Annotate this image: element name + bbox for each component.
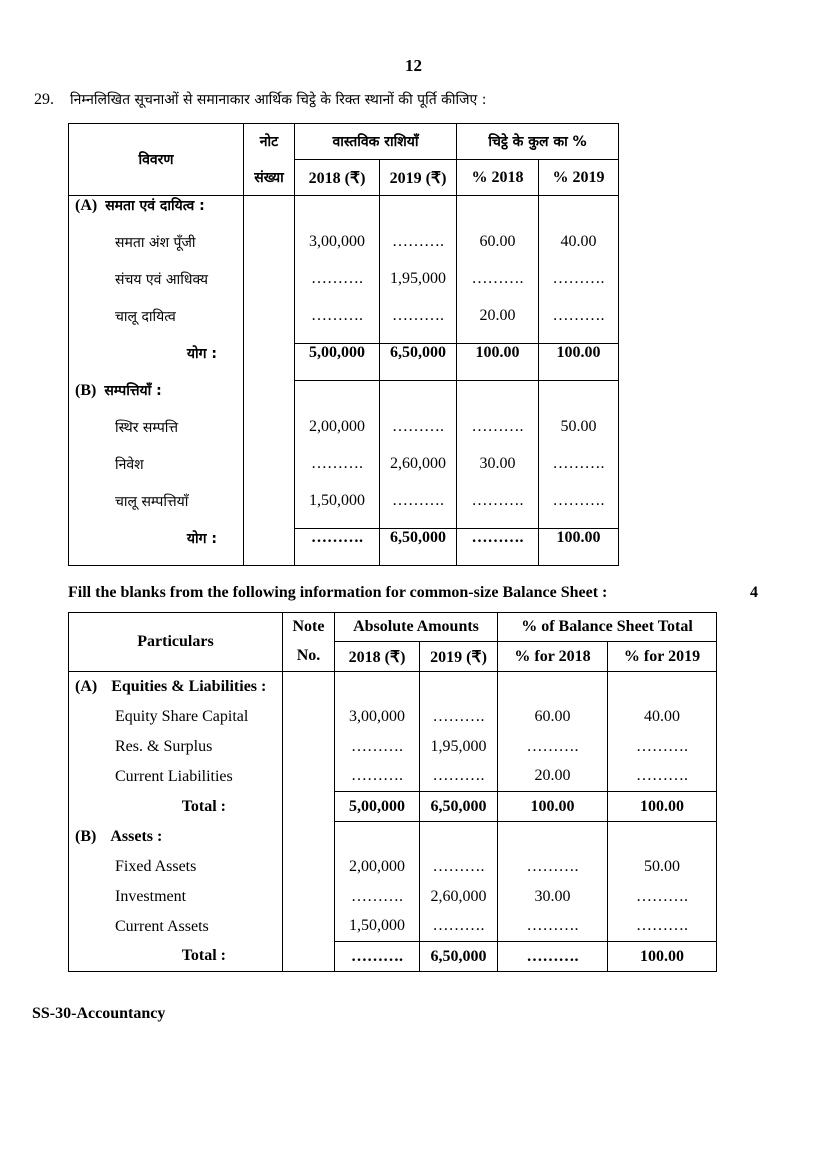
cell-2019: 2,60,000 xyxy=(380,455,457,492)
cell-pct-2019: ………. xyxy=(539,492,619,529)
header-note-bottom: संख्या xyxy=(244,160,295,196)
cell-pct-2018: ………. xyxy=(498,732,608,762)
cell-2019: ………. xyxy=(420,702,498,732)
total-row xyxy=(69,792,717,822)
balance-sheet-table-english xyxy=(68,612,717,972)
section-b-heading xyxy=(69,381,619,418)
question-text-hindi xyxy=(34,90,486,109)
section-a-heading xyxy=(69,196,619,233)
total-row xyxy=(69,529,619,566)
total-2018: 5,00,000 xyxy=(335,792,420,822)
section-title: Equities & Liabilities : xyxy=(111,677,267,695)
cell-2019: ………. xyxy=(380,418,457,455)
section-tag: (B) xyxy=(75,827,97,845)
table-row xyxy=(69,492,619,529)
total-label: Total : xyxy=(69,942,283,972)
header-2019: 2019 (₹) xyxy=(380,160,457,196)
total-2018: 5,00,000 xyxy=(295,344,380,381)
cell-pct-2018: ………. xyxy=(457,492,539,529)
cell-pct-2019: 40.00 xyxy=(539,233,619,270)
header-2018: 2018 (₹) xyxy=(335,642,420,672)
header-note-top: Note xyxy=(283,613,335,642)
cell-pct-2019: 50.00 xyxy=(608,852,717,882)
section-title: सम्पत्तियाँ : xyxy=(104,382,162,399)
cell-2019: 2,60,000 xyxy=(420,882,498,912)
table-row xyxy=(69,912,717,942)
cell-pct-2019: ………. xyxy=(608,732,717,762)
total-2018: ………. xyxy=(295,529,380,566)
header-pct-2019: % 2019 xyxy=(539,160,619,196)
cell-2018: ………. xyxy=(335,762,420,792)
header-absolute: Absolute Amounts xyxy=(335,613,498,642)
section-tag: (A) xyxy=(75,197,98,214)
header-absolute: वास्तविक राशियाँ xyxy=(295,124,457,160)
table-row xyxy=(69,418,619,455)
table-row xyxy=(69,882,717,912)
header-particulars: विवरण xyxy=(69,124,244,196)
cell-2018: 3,00,000 xyxy=(295,233,380,270)
table-row xyxy=(69,702,717,732)
total-pct-2019: 100.00 xyxy=(539,344,619,381)
row-label: निवेश xyxy=(69,455,244,492)
header-percent: चिट्ठे के कुल का % xyxy=(457,124,619,160)
cell-pct-2019: ………. xyxy=(539,307,619,344)
cell-pct-2018: 20.00 xyxy=(457,307,539,344)
header-pct-2018: % 2018 xyxy=(457,160,539,196)
table-row xyxy=(69,762,717,792)
header-note-bottom: No. xyxy=(283,642,335,672)
cell-pct-2018: 60.00 xyxy=(457,233,539,270)
cell-pct-2019: ………. xyxy=(608,762,717,792)
total-label: योग : xyxy=(69,529,244,566)
table-row xyxy=(69,732,717,762)
cell-2019: ………. xyxy=(420,912,498,942)
total-pct-2018: 100.00 xyxy=(457,344,539,381)
section-b-heading xyxy=(69,822,717,852)
cell-pct-2019: ………. xyxy=(539,270,619,307)
cell-pct-2019: ………. xyxy=(539,455,619,492)
marks: 4 xyxy=(750,584,758,601)
cell-pct-2019: 50.00 xyxy=(539,418,619,455)
cell-pct-2018: ………. xyxy=(498,852,608,882)
total-pct-2018: ………. xyxy=(498,942,608,972)
total-row xyxy=(69,344,619,381)
question-text-english xyxy=(68,584,758,602)
total-pct-2019: 100.00 xyxy=(608,942,717,972)
header-pct-2018: % for 2018 xyxy=(498,642,608,672)
section-tag: (A) xyxy=(75,677,98,695)
section-a-heading xyxy=(69,672,717,702)
header-pct-2019: % for 2019 xyxy=(608,642,717,672)
total-2019: 6,50,000 xyxy=(420,942,498,972)
table-row xyxy=(69,852,717,882)
row-label: स्थिर सम्पत्ति xyxy=(69,418,244,455)
header-percent: % of Balance Sheet Total xyxy=(498,613,717,642)
cell-2019: ………. xyxy=(380,233,457,270)
table-row xyxy=(69,270,619,307)
total-pct-2018: 100.00 xyxy=(498,792,608,822)
cell-2018: 2,00,000 xyxy=(335,852,420,882)
cell-2018: ………. xyxy=(295,270,380,307)
balance-sheet-table-hindi xyxy=(68,123,619,566)
cell-2018: 2,00,000 xyxy=(295,418,380,455)
total-pct-2019: 100.00 xyxy=(539,529,619,566)
cell-2018: ………. xyxy=(295,455,380,492)
header-particulars: Particulars xyxy=(69,613,283,672)
cell-2019: ………. xyxy=(420,852,498,882)
section-title: समता एवं दायित्व : xyxy=(105,198,205,214)
cell-pct-2018: 20.00 xyxy=(498,762,608,792)
row-label: Res. & Surplus xyxy=(69,732,283,762)
total-2019: 6,50,000 xyxy=(420,792,498,822)
row-label: Investment xyxy=(69,882,283,912)
total-label: योग : xyxy=(69,344,244,381)
header-2018: 2018 (₹) xyxy=(295,160,380,196)
cell-2019: ………. xyxy=(380,307,457,344)
total-2019: 6,50,000 xyxy=(380,344,457,381)
cell-pct-2018: ………. xyxy=(498,912,608,942)
cell-2018: ………. xyxy=(295,307,380,344)
section-tag: (B) xyxy=(75,381,97,399)
total-row xyxy=(69,942,717,972)
header-note-top: नोट xyxy=(244,124,295,160)
row-label: Current Liabilities xyxy=(69,762,283,792)
question-text-en: Fill the blanks from the following information for common-size Balance Sheet : xyxy=(68,584,608,601)
header-2019: 2019 (₹) xyxy=(420,642,498,672)
paper-code-footer: SS-30-Accountancy xyxy=(32,1005,166,1022)
cell-pct-2018: 60.00 xyxy=(498,702,608,732)
cell-pct-2019: ………. xyxy=(608,912,717,942)
question-number: 29. xyxy=(34,91,54,108)
row-label: समता अंश पूँजी xyxy=(69,233,244,270)
cell-pct-2019: ………. xyxy=(608,882,717,912)
cell-2018: ………. xyxy=(335,882,420,912)
cell-2018: 1,50,000 xyxy=(295,492,380,529)
cell-pct-2018: ………. xyxy=(457,418,539,455)
cell-2018: 1,50,000 xyxy=(335,912,420,942)
table-row xyxy=(69,233,619,270)
row-label: Current Assets xyxy=(69,912,283,942)
table-row xyxy=(69,455,619,492)
cell-pct-2018: 30.00 xyxy=(457,455,539,492)
row-label: Fixed Assets xyxy=(69,852,283,882)
cell-2019: ………. xyxy=(380,492,457,529)
table-row xyxy=(69,307,619,344)
row-label: चालू दायित्व xyxy=(69,307,244,344)
cell-pct-2018: ………. xyxy=(457,270,539,307)
row-label: Equity Share Capital xyxy=(69,702,283,732)
cell-pct-2019: 40.00 xyxy=(608,702,717,732)
cell-pct-2018: 30.00 xyxy=(498,882,608,912)
cell-2018: 3,00,000 xyxy=(335,702,420,732)
page-number: 12 xyxy=(405,56,422,75)
total-2019: 6,50,000 xyxy=(380,529,457,566)
row-label: संचय एवं आधिक्य xyxy=(69,270,244,307)
total-2018: ………. xyxy=(335,942,420,972)
section-title: Assets : xyxy=(110,827,163,845)
row-label: चालू सम्पत्तियाँ xyxy=(69,492,244,529)
question-text-hi: निम्नलिखित सूचनाओं से समानाकार आर्थिक चिट्ठे के रिक्त स्थानों की पूर्ति कीजिए : xyxy=(70,92,487,108)
total-pct-2018: ………. xyxy=(457,529,539,566)
cell-2019: ………. xyxy=(420,762,498,792)
total-pct-2019: 100.00 xyxy=(608,792,717,822)
cell-2018: ………. xyxy=(335,732,420,762)
cell-2019: 1,95,000 xyxy=(380,270,457,307)
total-label: Total : xyxy=(69,792,283,822)
cell-2019: 1,95,000 xyxy=(420,732,498,762)
